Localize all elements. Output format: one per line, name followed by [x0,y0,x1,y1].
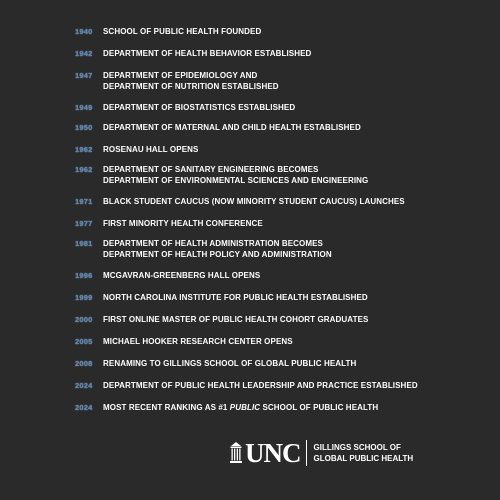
event-year: 1940 [75,27,93,36]
event-year: 2024 [75,381,93,390]
event-year: 2024 [75,403,93,412]
timeline-event [75,336,293,347]
event-description-line: DEPARTMENT OF HEALTH BEHAVIOR ESTABLISHED [103,49,312,58]
event-year: 1977 [75,219,93,228]
event-description [103,122,361,133]
event-description-line: DEPARTMENT OF ENVIRONMENTAL SCIENCES AND ENGINEERING [103,176,369,185]
timeline-event [75,380,418,391]
school-name-line-2: GLOBAL PUBLIC HEALTH [313,454,414,463]
event-year: 2005 [75,337,93,346]
event-description-line: SCHOOL OF PUBLIC HEALTH FOUNDED [103,27,262,36]
event-description-line: DEPARTMENT OF EPIDEMIOLOGY AND [103,71,258,80]
event-description [103,402,378,413]
event-year: 1999 [75,293,93,302]
logo-divider [306,440,307,466]
timeline-event [75,270,260,281]
timeline-event [75,48,311,59]
event-description [103,218,263,229]
timeline-event [75,164,368,186]
timeline-event [75,102,295,113]
event-year: 1950 [75,123,93,132]
timeline-event [75,70,279,92]
old-well-icon [229,441,243,465]
event-description-line: NORTH CAROLINA INSTITUTE FOR PUBLIC HEALTH ESTABLISHED [103,293,368,302]
event-description [103,270,260,281]
event-year: 1996 [75,271,93,280]
event-description-line: DEPARTMENT OF SANITARY ENGINEERING BECOMES [103,165,319,174]
event-description-line: ROSENAU HALL OPENS [103,145,199,154]
event-description [103,358,356,369]
event-description-line: BLACK STUDENT CAUCUS (NOW MINORITY STUDENT CAUCUS) LAUNCHES [103,197,405,206]
event-description-line: DEPARTMENT OF MATERNAL AND CHILD HEALTH ESTABLISHED [103,123,361,132]
event-description-line: DEPARTMENT OF PUBLIC HEALTH LEADERSHIP AND PRACTICE ESTABLISHED [103,381,418,390]
event-description-line: DEPARTMENT OF BIOSTATISTICS ESTABLISHED [103,103,296,112]
timeline-event [75,196,405,207]
event-description [103,292,368,303]
timeline-event [75,122,361,133]
event-description-line [103,402,378,413]
event-description [103,336,293,347]
timeline-event [75,144,198,155]
event-description-line: FIRST ONLINE MASTER OF PUBLIC HEALTH COHORT GRADUATES [103,315,369,324]
event-year: 1971 [75,197,93,206]
school-name [314,442,414,464]
event-description [103,380,418,391]
event-description-line: RENAMING TO GILLINGS SCHOOL OF GLOBAL PUBLIC HEALTH [103,359,357,368]
event-description [103,26,261,37]
event-description [103,48,311,59]
timeline-event [75,238,332,260]
event-description-line: DEPARTMENT OF HEALTH POLICY AND ADMINISTRATION [103,250,332,259]
event-description [103,314,368,325]
timeline-event [75,218,263,229]
event-year: 1947 [75,71,93,80]
event-description [103,196,405,207]
event-description [103,164,368,186]
event-description-line: DEPARTMENT OF HEALTH ADMINISTRATION BECOMES [103,239,323,248]
unc-wordmark: UNC [245,438,301,468]
event-description-line: DEPARTMENT OF NUTRITION ESTABLISHED [103,82,279,91]
event-year: 1962 [75,165,93,174]
emphasized-word: PUBLIC [229,403,261,412]
school-name-line-1: GILLINGS SCHOOL OF [313,443,401,452]
unc-gillings-logo [229,440,413,466]
event-description-line: FIRST MINORITY HEALTH CONFERENCE [103,219,263,228]
timeline-event [75,314,368,325]
event-description-line: MICHAEL HOOKER RESEARCH CENTER OPENS [103,337,293,346]
event-text-part: MOST RECENT RANKING AS #1 [103,403,230,412]
event-year: 1962 [75,145,93,154]
event-description [103,238,332,260]
event-description-line: MCGAVRAN-GREENBERG HALL OPENS [103,271,261,280]
event-year: 1981 [75,239,93,248]
event-description [103,70,279,92]
timeline-event [75,292,368,303]
timeline-event [75,358,356,369]
event-year: 1949 [75,103,93,112]
event-description [103,144,198,155]
event-description [103,102,295,113]
timeline-event [75,26,261,37]
event-year: 2000 [75,315,93,324]
timeline-event [75,402,378,413]
event-year: 2008 [75,359,93,368]
event-year: 1942 [75,49,93,58]
event-text-part: SCHOOL OF PUBLIC HEALTH [260,403,379,412]
